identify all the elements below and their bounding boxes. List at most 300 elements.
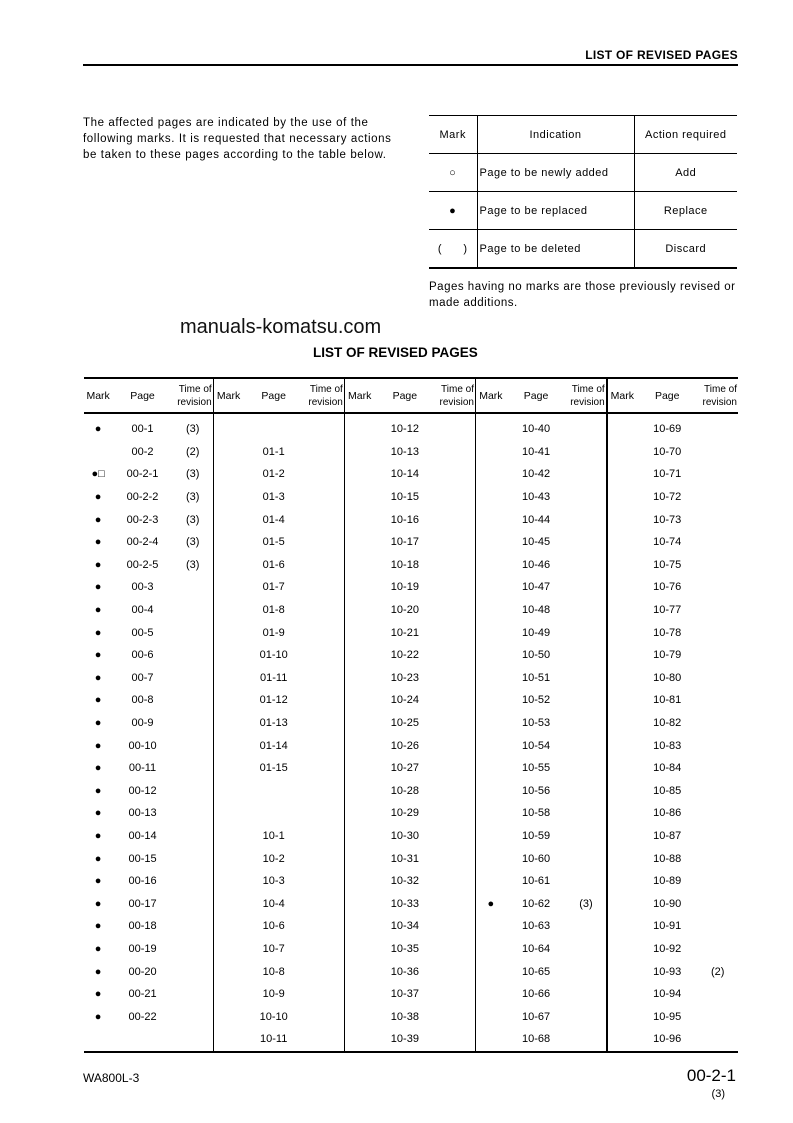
revision-cell: [173, 757, 213, 780]
filled-circle-icon: ●: [94, 920, 102, 933]
mark-cell: [84, 441, 112, 464]
page-cell: 10-15: [390, 491, 419, 504]
filled-circle-icon: ●: [94, 717, 102, 730]
revision-cell: [566, 757, 606, 780]
page-cell: 00-9: [131, 717, 154, 730]
page-cell: 10-27: [390, 762, 419, 775]
revision-cell: [697, 667, 738, 690]
mark-cell: [476, 441, 506, 464]
page-cell: 10-75: [653, 558, 682, 571]
page-cell: 10-69: [653, 423, 682, 436]
revision-cell: [435, 576, 475, 599]
filled-circle-icon: ●: [94, 784, 102, 797]
mark-cell: [344, 441, 374, 464]
page-cell: 01-9: [262, 626, 285, 639]
revision-cell: [435, 621, 475, 644]
page-cell: 10-85: [653, 784, 682, 797]
page-cell: 00-12: [128, 784, 157, 797]
legend-note: Pages having no marks are those previously revised or made additions.: [429, 281, 736, 309]
page-cell: 01-11: [260, 671, 288, 684]
revision-cell: [304, 508, 344, 531]
filled-circle-icon: ●: [94, 942, 102, 955]
page-cell: 00-17: [128, 897, 157, 910]
revision-cell: [697, 757, 738, 780]
page-cell: 10-72: [653, 491, 682, 504]
revision-cell: [697, 644, 738, 667]
mark-cell: [213, 667, 243, 690]
page-cell: 10-66: [521, 988, 551, 1001]
revision-cell: [173, 780, 213, 803]
revision-cell: [173, 892, 213, 915]
revision-cell: [173, 1005, 213, 1028]
legend-indication: Page to be deleted: [477, 230, 634, 269]
page-cell: 10-63: [521, 920, 551, 933]
revision-cell: [435, 486, 475, 509]
filled-circle-icon: ●: [94, 897, 102, 910]
legend-header-indication: Indication: [477, 116, 634, 154]
page-cell: 10-33: [390, 897, 419, 910]
page-cell: 10-41: [521, 445, 551, 458]
mark-cell: [607, 847, 637, 870]
page-cell: 00-3: [131, 581, 154, 594]
revision-cell: [697, 621, 738, 644]
mark-cell: [607, 825, 637, 848]
revision-cell: [435, 554, 475, 577]
revision-cell: [304, 441, 344, 464]
page-cell: 10-94: [653, 988, 682, 1001]
mark-cell: [213, 1005, 243, 1028]
revision-cell: [697, 915, 738, 938]
revision-cell: [697, 599, 738, 622]
list-title: LIST OF REVISED PAGES: [313, 345, 478, 360]
page-cell: 10-44: [521, 513, 551, 526]
mark-cell: [344, 413, 374, 441]
page-cell: 01-15: [259, 762, 288, 775]
page-cell: 01-10: [259, 649, 288, 662]
page-cell: 00-2-3: [126, 513, 159, 526]
page-cell: 00-20: [128, 965, 157, 978]
revision-cell: [697, 413, 738, 441]
mark-cell: [344, 463, 374, 486]
revision-cell: [566, 780, 606, 803]
mark-cell: [344, 508, 374, 531]
mark-cell: [607, 486, 637, 509]
page-revision: (3): [711, 1088, 725, 1100]
page-cell: 10-96: [637, 1028, 698, 1052]
revision-cell: [435, 892, 475, 915]
revision-cell: [435, 1028, 475, 1052]
page-cell: 10-53: [521, 717, 551, 730]
filled-circle-icon: ●: [94, 604, 102, 617]
table-row: [84, 531, 738, 554]
revision-cell: (3): [173, 486, 213, 509]
revision-cell: [173, 621, 213, 644]
page-cell: 00-4: [131, 604, 154, 617]
table-row: [84, 599, 738, 622]
page-cell: 10-86: [653, 807, 682, 820]
filled-circle-icon: ●: [94, 671, 102, 684]
revision-cell: (3): [173, 554, 213, 577]
mark-cell: [344, 599, 374, 622]
filled-circle-icon: ●: [94, 829, 102, 842]
page-cell: 10-10: [259, 1010, 288, 1023]
page-cell: 01-3: [262, 491, 285, 504]
revision-cell: [304, 599, 344, 622]
page-cell: 10-93: [653, 965, 682, 978]
filled-circle-icon: ●: [94, 988, 102, 1001]
revision-cell: [304, 689, 344, 712]
header-page: Page: [243, 378, 304, 413]
table-row: [84, 734, 738, 757]
mark-cell: [213, 915, 243, 938]
filled-circle-icon: ●: [94, 965, 102, 978]
revision-cell: [566, 413, 606, 441]
page-cell: 10-2: [262, 852, 285, 865]
revision-cell: [173, 1028, 213, 1052]
page-cell: 10-59: [521, 829, 551, 842]
filled-circle-icon: ●: [94, 536, 102, 549]
table-row: [84, 960, 738, 983]
revision-cell: [173, 960, 213, 983]
revision-cell: [435, 847, 475, 870]
revision-cell: [435, 1005, 475, 1028]
revision-cell: [435, 825, 475, 848]
table-row: [84, 667, 738, 690]
revision-cell: [697, 938, 738, 961]
revision-cell: [304, 734, 344, 757]
revision-cell: [566, 802, 606, 825]
header-time: Time of revision: [173, 378, 213, 413]
page-cell: 10-45: [521, 536, 551, 549]
revision-cell: [566, 463, 606, 486]
revision-cell: [435, 413, 475, 441]
page-cell: 10-88: [653, 852, 682, 865]
revision-cell: [566, 712, 606, 735]
revision-cell: [697, 825, 738, 848]
revision-cell: [435, 712, 475, 735]
table-row: [84, 938, 738, 961]
revision-cell: [435, 938, 475, 961]
mark-cell: [213, 621, 243, 644]
mark-cell: [213, 689, 243, 712]
revision-cell: [566, 486, 606, 509]
legend-header-row: [429, 116, 737, 154]
mark-cell: [213, 413, 243, 441]
revision-cell: [435, 734, 475, 757]
revision-cell: (3): [173, 413, 213, 441]
mark-cell: [607, 1028, 637, 1052]
mark-cell: [344, 847, 374, 870]
mark-cell: [607, 712, 637, 735]
page-cell: 10-16: [390, 513, 419, 526]
revision-cell: [566, 599, 606, 622]
page-cell: [243, 780, 304, 803]
revision-cell: [435, 983, 475, 1006]
page-cell: 01-8: [262, 604, 285, 617]
revision-cell: [304, 712, 344, 735]
mark-cell: [344, 554, 374, 577]
revision-cell: [566, 915, 606, 938]
mark-cell: [476, 915, 506, 938]
mark-cell: [476, 1005, 506, 1028]
mark-cell: [607, 413, 637, 441]
page-cell: 10-73: [653, 513, 682, 526]
mark-cell: [607, 983, 637, 1006]
mark-cell: [213, 802, 243, 825]
page-cell: 01-14: [259, 739, 288, 752]
mark-cell: [607, 780, 637, 803]
parentheses-icon: ( ): [429, 230, 477, 269]
header-mark: Mark: [213, 378, 243, 413]
page-cell: 10-62: [521, 897, 551, 910]
revision-cell: [566, 1005, 606, 1028]
revision-cell: [435, 441, 475, 464]
mark-cell: [476, 667, 506, 690]
revision-cell: [697, 463, 738, 486]
mark-cell: [607, 915, 637, 938]
revision-cell: [304, 463, 344, 486]
revision-cell: [173, 915, 213, 938]
mark-cell: [476, 712, 506, 735]
revision-cell: [566, 960, 606, 983]
mark-cell: [213, 508, 243, 531]
legend-header-action: Action required: [634, 116, 737, 154]
header-title: LIST OF REVISED PAGES: [585, 48, 738, 62]
filled-circle-icon: ●: [429, 192, 477, 230]
header-page: Page: [112, 378, 173, 413]
mark-cell: [344, 757, 374, 780]
filled-circle-icon: ●: [94, 1010, 102, 1023]
mark-cell: [213, 825, 243, 848]
revision-cell: [304, 757, 344, 780]
mark-cell: [476, 508, 506, 531]
open-circle-icon: ○: [429, 154, 477, 192]
page-cell: 00-7: [131, 671, 154, 684]
page-cell: 01-5: [262, 536, 285, 549]
filled-circle-icon: ●: [94, 762, 102, 775]
mark-cell: [476, 576, 506, 599]
mark-cell: [213, 960, 243, 983]
page-cell: 01-13: [259, 717, 288, 730]
page-cell: 10-64: [521, 942, 551, 955]
page-cell: 10-17: [390, 536, 419, 549]
revision-cell: [697, 441, 738, 464]
revision-cell: [566, 441, 606, 464]
page-cell: 10-50: [521, 649, 551, 662]
page-cell: 10-81: [653, 694, 682, 707]
page-cell: 10-1: [262, 829, 285, 842]
revised-pages-table: [84, 377, 738, 1053]
table-row: [84, 441, 738, 464]
mark-cell: [213, 531, 243, 554]
revision-cell: [173, 576, 213, 599]
header-page: Page: [375, 378, 436, 413]
mark-cell: [476, 757, 506, 780]
header-mark: Mark: [84, 378, 112, 413]
mark-cell: [476, 1028, 506, 1052]
page-cell: 00-14: [128, 829, 157, 842]
revision-cell: [304, 1005, 344, 1028]
revision-cell: [697, 870, 738, 893]
table-row: [84, 621, 738, 644]
mark-cell: [607, 463, 637, 486]
table-row: [84, 644, 738, 667]
page-cell: 01-6: [262, 558, 285, 571]
revision-cell: [304, 621, 344, 644]
revision-cell: [435, 599, 475, 622]
mark-cell: [607, 1005, 637, 1028]
page-cell: 00-5: [131, 626, 154, 639]
page-cell: 10-20: [390, 604, 419, 617]
filled-circle-icon: ●: [94, 739, 102, 752]
table-row: [84, 413, 738, 441]
mark-cell: [607, 621, 637, 644]
page-cell: 10-67: [521, 1010, 551, 1023]
revision-cell: [173, 802, 213, 825]
revision-cell: [173, 712, 213, 735]
mark-cell: [607, 599, 637, 622]
page-cell: 10-74: [653, 536, 682, 549]
mark-cell: [607, 892, 637, 915]
revision-cell: [304, 847, 344, 870]
mark-cell: [213, 576, 243, 599]
revision-cell: [697, 531, 738, 554]
page-cell: 10-79: [653, 649, 682, 662]
page-cell: 10-60: [521, 852, 551, 865]
mark-cell: [344, 870, 374, 893]
mark-cell: [344, 689, 374, 712]
revision-cell: [173, 847, 213, 870]
mark-cell: [607, 508, 637, 531]
revision-cell: (3): [173, 463, 213, 486]
legend-row-add: [429, 154, 737, 192]
mark-cell: [476, 780, 506, 803]
mark-cell: [344, 531, 374, 554]
revision-cell: [304, 1028, 344, 1052]
table-row: [84, 1028, 738, 1052]
mark-cell: [213, 554, 243, 577]
revision-cell: [566, 644, 606, 667]
filled-circle-icon: ●: [94, 581, 102, 594]
revision-cell: [566, 531, 606, 554]
page-cell: 10-24: [390, 694, 419, 707]
mark-cell: [213, 780, 243, 803]
mark-cell: [213, 847, 243, 870]
page-cell: 10-56: [521, 784, 551, 797]
mark-cell: [344, 915, 374, 938]
filled-circle-icon: ●: [94, 558, 102, 571]
page-cell: 10-48: [521, 604, 551, 617]
page-cell: 00-8: [131, 694, 154, 707]
mark-cell: [476, 802, 506, 825]
revision-cell: [435, 644, 475, 667]
filled-circle-icon: ●: [94, 626, 102, 639]
page-cell: 10-29: [390, 807, 419, 820]
page-cell: 10-52: [521, 694, 551, 707]
legend-row-discard: [429, 230, 737, 269]
mark-cell: [213, 870, 243, 893]
page-cell: 10-83: [653, 739, 682, 752]
page-cell: 10-9: [262, 988, 285, 1001]
filled-circle-icon: ●: [94, 875, 102, 888]
mark-cell: [607, 938, 637, 961]
page-cell: 10-43: [521, 491, 551, 504]
page-cell: 00-2-5: [126, 558, 159, 571]
revision-cell: [566, 825, 606, 848]
page-cell: 00-15: [128, 852, 157, 865]
page-cell: 10-13: [390, 445, 419, 458]
page-cell: [243, 802, 304, 825]
table-row: [84, 915, 738, 938]
revision-cell: [173, 689, 213, 712]
page-cell: 10-7: [262, 942, 285, 955]
revision-cell: [697, 847, 738, 870]
page-cell: [112, 1028, 173, 1052]
mark-cell: [213, 734, 243, 757]
page-cell: 10-71: [653, 468, 682, 481]
page-cell: 10-32: [390, 875, 419, 888]
revision-cell: [304, 870, 344, 893]
mark-cell: [476, 689, 506, 712]
page-cell: 10-47: [521, 581, 551, 594]
mark-cell: [607, 667, 637, 690]
revision-cell: [304, 554, 344, 577]
page-cell: 00-2: [131, 445, 154, 458]
page-cell: 10-95: [653, 1010, 682, 1023]
mark-cell: [213, 599, 243, 622]
table-row: [84, 508, 738, 531]
revision-cell: [697, 1028, 738, 1052]
mark-cell: [344, 960, 374, 983]
revision-cell: [173, 667, 213, 690]
table-header-row: [84, 378, 738, 413]
mark-cell: [476, 938, 506, 961]
revision-cell: [697, 983, 738, 1006]
page-cell: 10-51: [521, 671, 551, 684]
mark-cell: [344, 576, 374, 599]
page-cell: 01-12: [259, 694, 288, 707]
header-time: Time of revision: [566, 378, 606, 413]
page-cell: 10-37: [390, 988, 419, 1001]
page-cell: 10-84: [653, 762, 682, 775]
page-cell: 00-2-2: [126, 491, 159, 504]
mark-cell: [344, 825, 374, 848]
page-cell: 10-92: [653, 942, 682, 955]
revision-cell: [173, 825, 213, 848]
revision-cell: [304, 413, 344, 441]
revision-cell: [697, 486, 738, 509]
mark-cell: [607, 689, 637, 712]
filled-circle-icon: ●: [94, 513, 102, 526]
table-row: [84, 1005, 738, 1028]
page-cell: 10-82: [653, 717, 682, 730]
table-row: [84, 892, 738, 915]
page-cell: 00-2-4: [126, 536, 159, 549]
mark-cell: [344, 644, 374, 667]
page-cell: 10-68: [506, 1028, 567, 1052]
mark-cell: [344, 983, 374, 1006]
revision-cell: [697, 734, 738, 757]
page-cell: 10-89: [653, 875, 682, 888]
revision-cell: [435, 463, 475, 486]
page-cell: 10-19: [390, 581, 419, 594]
mark-cell: [476, 825, 506, 848]
mark-cell: [607, 576, 637, 599]
page-cell: 10-54: [521, 739, 551, 752]
header-time: Time of revision: [435, 378, 475, 413]
mark-cell: [607, 870, 637, 893]
header-rule: [83, 64, 738, 66]
